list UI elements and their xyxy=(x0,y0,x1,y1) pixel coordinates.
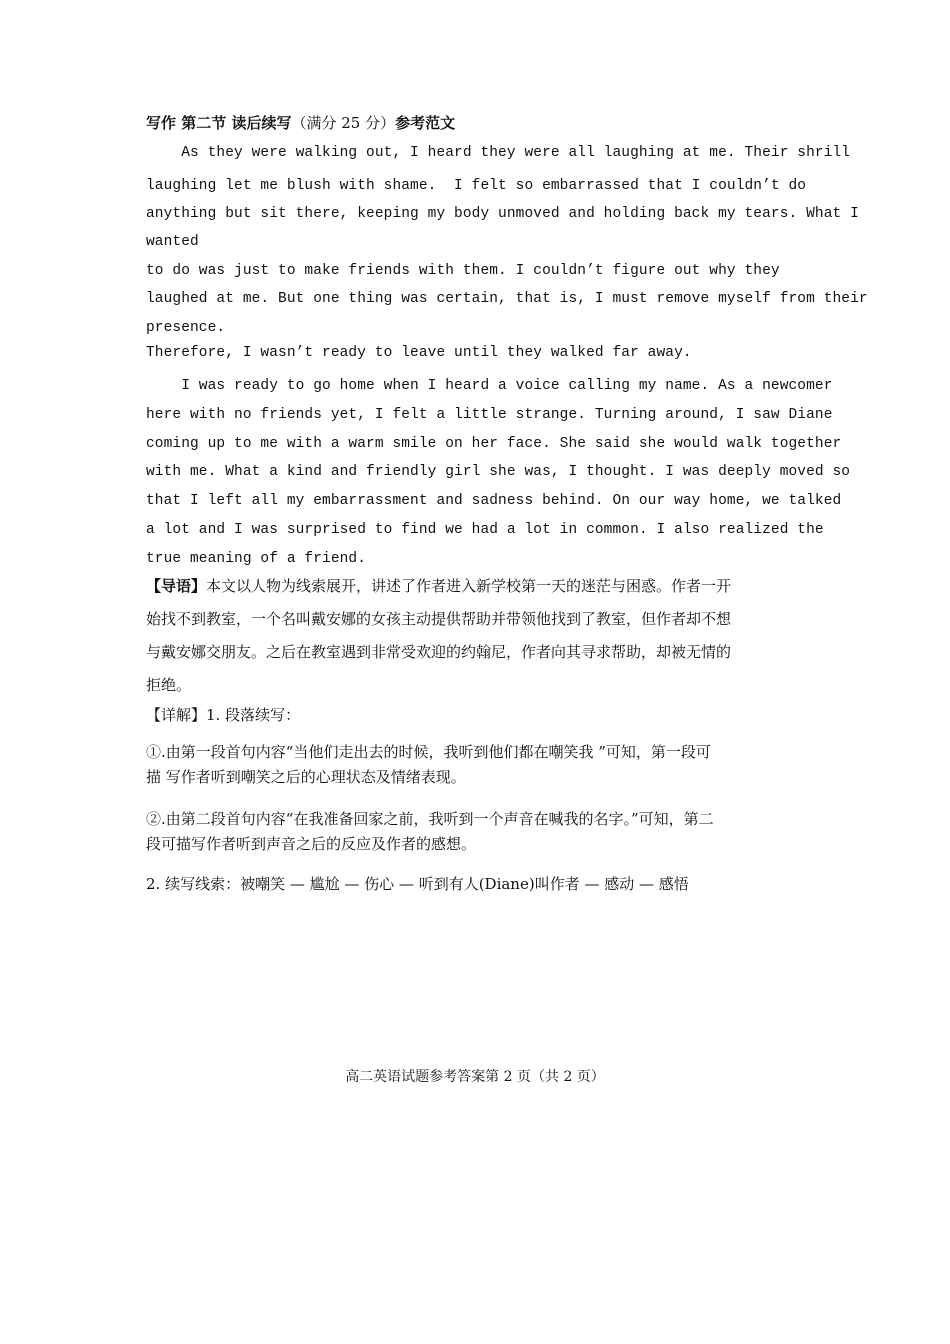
essay-line: laughed at me. But one thing was certain, that is, I must remove myself from their xyxy=(146,291,868,307)
guide-line xyxy=(146,577,731,595)
essay-line: laughing let me blush with shame. I felt so embarrassed that I couldn’t do xyxy=(146,178,807,194)
essay-line: I was ready to go home when I heard a voice calling my name. As a newcomer xyxy=(146,378,833,394)
heading-tail: 参考范文 xyxy=(395,114,456,132)
essay-line: As they were walking out, I heard they were all laughing at me. Their shrill xyxy=(146,145,851,161)
guide-label: 【导语】 xyxy=(146,577,207,595)
detail-item1-line: 描 写作者听到嘲笑之后的心理状态及情绪表现。 xyxy=(146,768,466,786)
guide-text: 本文以人物为线索展开，讲述了作者进入新学校第一天的迷茫与困惑。作者一开 xyxy=(206,577,732,595)
essay-line: coming up to me with a warm smile on her face. She said she would walk together xyxy=(146,436,842,452)
essay-line: Therefore, I wasn’t ready to leave until they walked far away. xyxy=(146,345,692,361)
detail-title xyxy=(146,706,300,724)
heading-score: （满分 25 分） xyxy=(291,114,396,132)
section-heading xyxy=(146,114,455,132)
essay-line: with me. What a kind and friendly girl she was, I thought. I was deeply moved so xyxy=(146,464,851,480)
essay-line: that I left all my embarrassment and sadness behind. On our way home, we talked xyxy=(146,493,842,509)
essay-line: a lot and I was surprised to find we had a lot in common. I also realized the xyxy=(146,522,824,538)
guide-line: 拒绝。 xyxy=(146,676,192,694)
essay-line: anything but sit there, keeping my body unmoved and holding back my tears. What I xyxy=(146,206,859,222)
essay-line: to do was just to make friends with them. I couldn’t figure out why they xyxy=(146,263,780,279)
essay-line: true meaning of a friend. xyxy=(146,551,367,567)
heading-bold: 写作 第二节 读后续写 xyxy=(146,114,292,132)
detail-label: 【详解】 xyxy=(146,706,207,724)
page-footer: 高二英语试题参考答案第 2 页（共 2 页） xyxy=(345,1069,605,1085)
essay-line: wanted xyxy=(146,234,199,250)
essay-line: here with no friends yet, I felt a little strange. Turning around, I saw Diane xyxy=(146,407,833,423)
detail-item2-line: ②.由第二段首句内容“在我准备回家之前，我听到一个声音在喊我的名字。”可知，第二 xyxy=(146,810,714,828)
detail-clue: 2. 续写线索：被嘲笑 — 尴尬 — 伤心 — 听到有人(Diane)叫作者 — 感动 — 感悟 xyxy=(146,875,689,893)
detail-subtitle: 1. 段落续写： xyxy=(206,706,301,724)
essay-line: presence. xyxy=(146,320,226,336)
detail-item1-line: ①.由第一段首句内容“当他们走出去的时候，我听到他们都在嘲笑我 ”可知，第一段可 xyxy=(146,743,711,761)
guide-line: 与戴安娜交朋友。之后在教室遇到非常受欢迎的约翰尼，作者向其寻求帮助，却被无情的 xyxy=(146,643,732,661)
guide-line: 始找不到教室，一个名叫戴安娜的女孩主动提供帮助并带领他找到了教室，但作者却不想 xyxy=(146,610,732,628)
detail-item2-line: 段可描写作者听到声音之后的反应及作者的感想。 xyxy=(146,835,477,853)
